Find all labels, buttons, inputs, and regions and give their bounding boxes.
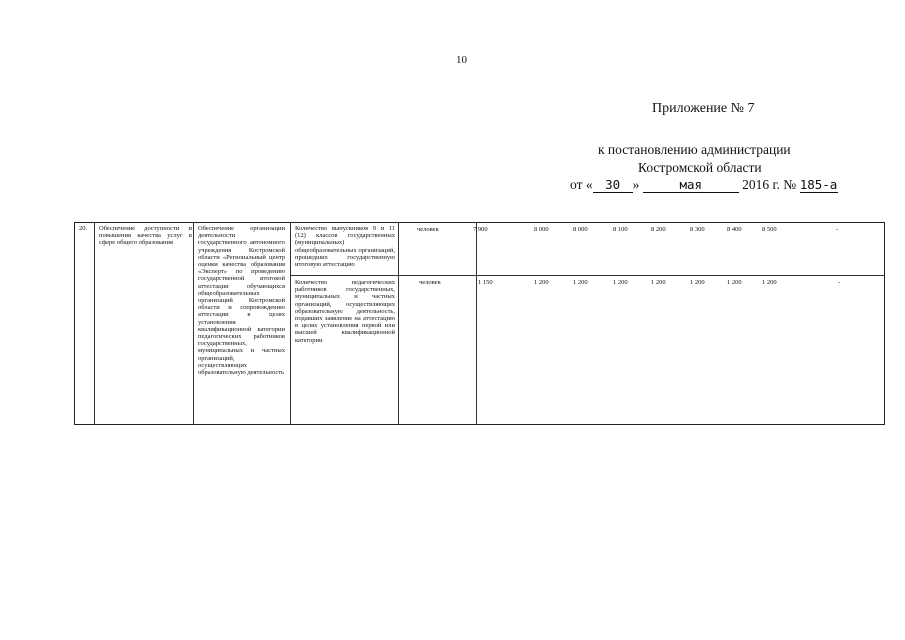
- indicator-name: Количество педагогических работников государственных, муниципальных и частных организаций, осуществляющих образовательную деятельность, подавших заявление на аттестацию в целях установления первой или высшей квалификационной категории: [295, 279, 395, 344]
- unit-cell: человек: [417, 226, 439, 233]
- value-cell: 1 200: [613, 279, 628, 286]
- value-cell: 8 400: [727, 226, 742, 233]
- note-cell: -: [836, 226, 839, 233]
- resolution-line-2: Костромской области: [638, 160, 762, 175]
- indicator-name: Количество выпускников 9 и 11 (12) классов государственных (муниципальных) общеобразовательных организаций, прошедших государственную итоговую аттестацию: [295, 225, 395, 269]
- date-month: мая: [643, 178, 739, 193]
- appendix-title: Приложение № 7: [652, 101, 755, 116]
- date-quote-close: »: [632, 177, 640, 192]
- column-divider: [398, 223, 399, 424]
- table-row: [290, 226, 884, 238]
- value-cell: 8 100: [613, 226, 628, 233]
- resolution-number: 185-а: [799, 177, 838, 192]
- unit-cell: человек: [419, 279, 441, 286]
- date-prefix: от «: [570, 177, 593, 192]
- resolution-line-1: к постановлению администрации: [598, 142, 791, 157]
- value-cell: 1 150: [478, 279, 493, 286]
- task-cell: Обеспечение доступности и повышения качества услуг в сфере общего образования: [99, 225, 192, 247]
- column-divider: [94, 223, 95, 424]
- value-cell: 7 900: [473, 226, 488, 233]
- value-cell: 1 200: [651, 279, 666, 286]
- resolution-date-line: [570, 177, 838, 193]
- value-cell: 8 300: [690, 226, 705, 233]
- table-row-number: 20.: [79, 225, 88, 232]
- measures-table: [74, 222, 885, 425]
- table-row: [290, 279, 884, 291]
- value-cell: 1 200: [573, 279, 588, 286]
- note-cell: -: [838, 279, 841, 286]
- value-cell: 1 200: [727, 279, 742, 286]
- value-cell: 8 200: [651, 226, 666, 233]
- row-divider: [290, 275, 884, 276]
- date-day: 30: [593, 178, 633, 193]
- column-divider: [193, 223, 194, 424]
- value-cell: 1 200: [762, 279, 777, 286]
- action-cell: Обеспечение организации деятельности государственного автономного учреждения Костромской области «Региональный центр оценки качества образования «Эксперт» по проведению государственной итоговой аттестации обучающихся общеобразовательных организаций Костромской области и сопровождению аттестации в целях установления квалификационной категории педагогических работников государственных, муниципальных и частных организаций, осуществляющих образовательную деятельность: [198, 225, 285, 377]
- value-cell: 8 000: [534, 226, 549, 233]
- value-cell: 1 200: [534, 279, 549, 286]
- column-divider: [476, 223, 477, 424]
- value-cell: 8 500: [762, 226, 777, 233]
- page-number: 10: [456, 54, 467, 66]
- value-cell: 8 000: [573, 226, 588, 233]
- column-divider: [290, 223, 291, 424]
- date-year: 2016 г. №: [742, 177, 797, 192]
- value-cell: 1 200: [690, 279, 705, 286]
